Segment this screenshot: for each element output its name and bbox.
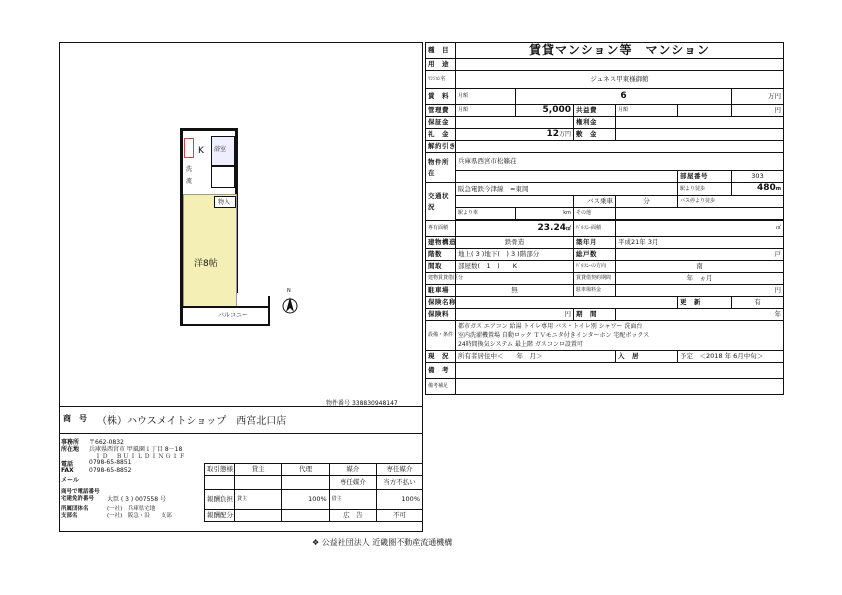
chusha-value: 無 — [456, 285, 574, 297]
license-label: 商号で電話番号 — [61, 489, 100, 495]
floor-plan — [174, 124, 314, 334]
postal: 〒662-0832 — [89, 439, 124, 446]
sonota: その他 — [574, 208, 616, 220]
yoto-label: 用 途 — [426, 59, 456, 71]
kaisu-label: 階数 — [426, 249, 456, 261]
kenri-label: 権利金 — [574, 117, 616, 129]
rent-label: 賃 料 — [426, 89, 456, 105]
nyukyo-label: 入 居 — [616, 351, 678, 363]
kaisu-value: 地上( 3 )地下( ) 3 )階部分 — [456, 249, 574, 261]
kikan-label: 期 間 — [574, 309, 616, 321]
menseki-label: 専有面積 — [426, 221, 456, 237]
shumoku-label: 種 目 — [426, 43, 456, 59]
senzoku: 専任媒介 — [377, 464, 423, 476]
baikai: 媒介 — [329, 464, 376, 476]
rent-month: 月額 — [456, 89, 516, 105]
license-label2: 宅建免許番号 — [61, 496, 95, 502]
building: ＩＤ ＢＵＩＬＤＩＮＧ１Ｆ — [95, 453, 187, 460]
rei-value: 12 — [546, 129, 559, 139]
branch: (一社) 阪急・沿 支部 — [107, 513, 172, 519]
kanri-value: 5,000 — [516, 105, 574, 117]
room-area — [183, 194, 237, 308]
org-logo-icon: ❖ — [312, 538, 320, 547]
chusha-yen: 円 — [616, 285, 784, 297]
dairi: 代理 — [282, 464, 329, 476]
muki-label: ﾊﾞﾙｺﾆｰの方向 — [574, 261, 616, 273]
hoshu-label: 報酬配分 — [205, 510, 235, 522]
kitchen-label: K — [198, 146, 204, 156]
bath-label: 浴室 — [214, 146, 227, 153]
hokenryo-yen: 円 — [456, 309, 574, 321]
kashinushi: 貸主 — [235, 464, 282, 476]
menseki-unit: ㎡ — [565, 225, 571, 232]
kikan-unit: 年 — [616, 309, 784, 321]
setsubi-line-2: 室内洗濯機置場 自動ロック ＴＶモニタ付きインターホン 宅配ボックス — [458, 332, 650, 339]
property-table — [425, 42, 784, 395]
genkyo-value: 所有者居住中＜ 年 月＞ — [456, 351, 616, 363]
chusha-label: 駐車場 — [426, 285, 456, 297]
keiyaku-kikan-value: 年 ヵ月 — [616, 273, 784, 285]
hoken-label: 保険名称 — [426, 297, 456, 309]
hosho-label: 保証金 — [426, 117, 456, 129]
koushin-value: 有 — [732, 297, 784, 309]
kyoeki-label: 共益費 — [574, 105, 616, 117]
bus-label: バス乗車 — [574, 196, 616, 208]
kyoeki-unit: 月額 — [616, 105, 678, 117]
station: 阪急電鉄今津線 =東岡 — [456, 183, 678, 196]
walk-unit: m — [775, 186, 782, 192]
kokoku-label: 広 告 — [329, 510, 376, 522]
setsubi-line-1: 都市ガス エアコン 給湯 トイレ専用 バス・トイレ別 シャワー 洗面台 — [458, 323, 643, 330]
shozai-label: 物件所在 — [426, 153, 456, 183]
walk-value: 480 — [757, 183, 776, 193]
balcony-label: バルコニー — [218, 312, 249, 319]
mansion-label: ﾏﾝｼｮﾝ名 — [426, 71, 456, 89]
genkyo-label: 現 況 — [426, 351, 456, 363]
footer — [312, 537, 452, 548]
rent-unit: 万円 — [732, 89, 784, 105]
shozai-value: 兵庫県西宮市松籟荘 — [456, 153, 784, 171]
setsubi-line-3: 24時間換気システム 最上階 ガスコンロ設置可 — [458, 341, 583, 348]
walk-label: 駅より徒歩 — [678, 183, 732, 196]
kozo-label: 建物構造 — [426, 237, 456, 249]
shozai-label-left: 所在地 — [61, 446, 80, 453]
kozo-value: 鉄骨造 — [456, 237, 574, 249]
kaiyaku-label: 解約引き — [426, 141, 456, 153]
torihiki-label: 取引態様 — [205, 464, 235, 476]
sofuku-unit: 戸 — [616, 249, 784, 261]
room-label: 洋8帖 — [194, 259, 218, 269]
muki-value: 南 — [616, 261, 784, 273]
keiyaku-label: 建物賃貸借区分 — [426, 273, 456, 285]
rei-unit: 万円 — [558, 131, 571, 138]
setsubi-label: 設備・条件 — [426, 321, 456, 351]
north-icon — [282, 294, 298, 319]
toilet-label: 流 — [186, 178, 193, 185]
page-title: 賃貸マンション等 マンション — [456, 43, 784, 59]
toilet-box — [211, 166, 235, 188]
chiku-label: 築年月 — [574, 237, 616, 249]
rei-label: 礼 金 — [426, 129, 456, 141]
biko-hosoku-label: 備考補足 — [426, 379, 456, 395]
senzoku-val: 専任媒介 — [329, 476, 376, 490]
balcony-unit: ㎡ — [616, 221, 784, 237]
tel: 0798-65-8851 — [89, 459, 132, 466]
room-no: 303 — [732, 171, 784, 183]
tel-label: 電話 — [61, 461, 74, 468]
mail-label: メール — [61, 477, 79, 484]
shogo-value: （株）ハウスメイトショップ 西宮北口店 — [97, 416, 287, 427]
kotsu-label: 交通状況 — [426, 183, 456, 221]
north-label: N — [287, 288, 291, 294]
dantai: (一社) 兵庫県宅地 — [107, 506, 156, 512]
balcony-label: ﾊﾞﾙｺﾆｰ面積 — [574, 221, 616, 237]
biko-label: 備 考 — [426, 363, 456, 379]
kanri-label: 管理費 — [426, 105, 456, 117]
chusha-fee-label: 駐車場料金 — [574, 285, 616, 297]
fee-kari: 借主 — [329, 490, 376, 510]
madori-label: 間取 — [426, 261, 456, 273]
company-section — [59, 406, 423, 533]
torihiki-table — [204, 463, 423, 522]
fee-kashi: 貸主 — [235, 490, 282, 510]
kanri-unit: 月額 — [456, 105, 516, 117]
fee-hundred-1: 100% — [282, 490, 329, 510]
shogo-label: 商 号 — [63, 414, 87, 423]
shiki-label: 敷 金 — [574, 129, 616, 141]
wash-label: 洗 — [186, 166, 193, 173]
hokenryo-label: 保険料 — [426, 309, 456, 321]
mansion-name: ジュネス甲東様御館 — [456, 71, 784, 89]
footer-text: 公益社団法人 近畿圏不動産流通機構 — [321, 538, 453, 547]
from-label: 駅より車 — [456, 208, 516, 220]
km: km — [516, 208, 574, 220]
menseki-value: 23.24 — [537, 222, 566, 233]
bus-min: 分 — [616, 196, 678, 208]
branch-label: 支部名 — [61, 513, 78, 519]
rent-value: 6 — [516, 89, 732, 105]
toho: 当方不払い — [377, 476, 423, 490]
fax-label: FAX — [61, 467, 74, 474]
room-no-label: 部屋番号 — [678, 171, 732, 183]
fee-label: 報酬負担 — [205, 490, 235, 510]
storage-label: 物入 — [218, 199, 231, 206]
sofuku-label: 総戸数 — [574, 249, 616, 261]
fee-hundred-2: 100% — [377, 490, 423, 510]
kokoku-value: 不可 — [377, 510, 423, 522]
nyukyo-value: 予定 ＜2018 年 6月中旬＞ — [678, 351, 784, 363]
bukken-no: 物件番号 338830948147 — [326, 400, 398, 407]
chiku-value: 平成21年 3月 — [616, 237, 784, 249]
madori-value: 部屋数( 1 ) K — [456, 261, 574, 273]
dantai-label: 所属団体名 — [61, 506, 89, 512]
kyoeki-yen: 円 — [732, 105, 784, 117]
bus-walk-label: バス停より徒歩 — [678, 196, 784, 208]
license: 大臣 ( 3 ) 007558 号 — [107, 496, 166, 503]
koushin-label: 更 新 — [678, 297, 732, 309]
fax: 0798-65-8852 — [89, 467, 132, 474]
keiyaku-kikan-label: 賃貸借契約期間 — [574, 273, 616, 285]
address: 兵庫県西宮市 甲風園１丁目 8－18 — [89, 446, 183, 453]
office-label: 事務所 — [61, 439, 80, 446]
sink-box — [184, 138, 194, 158]
